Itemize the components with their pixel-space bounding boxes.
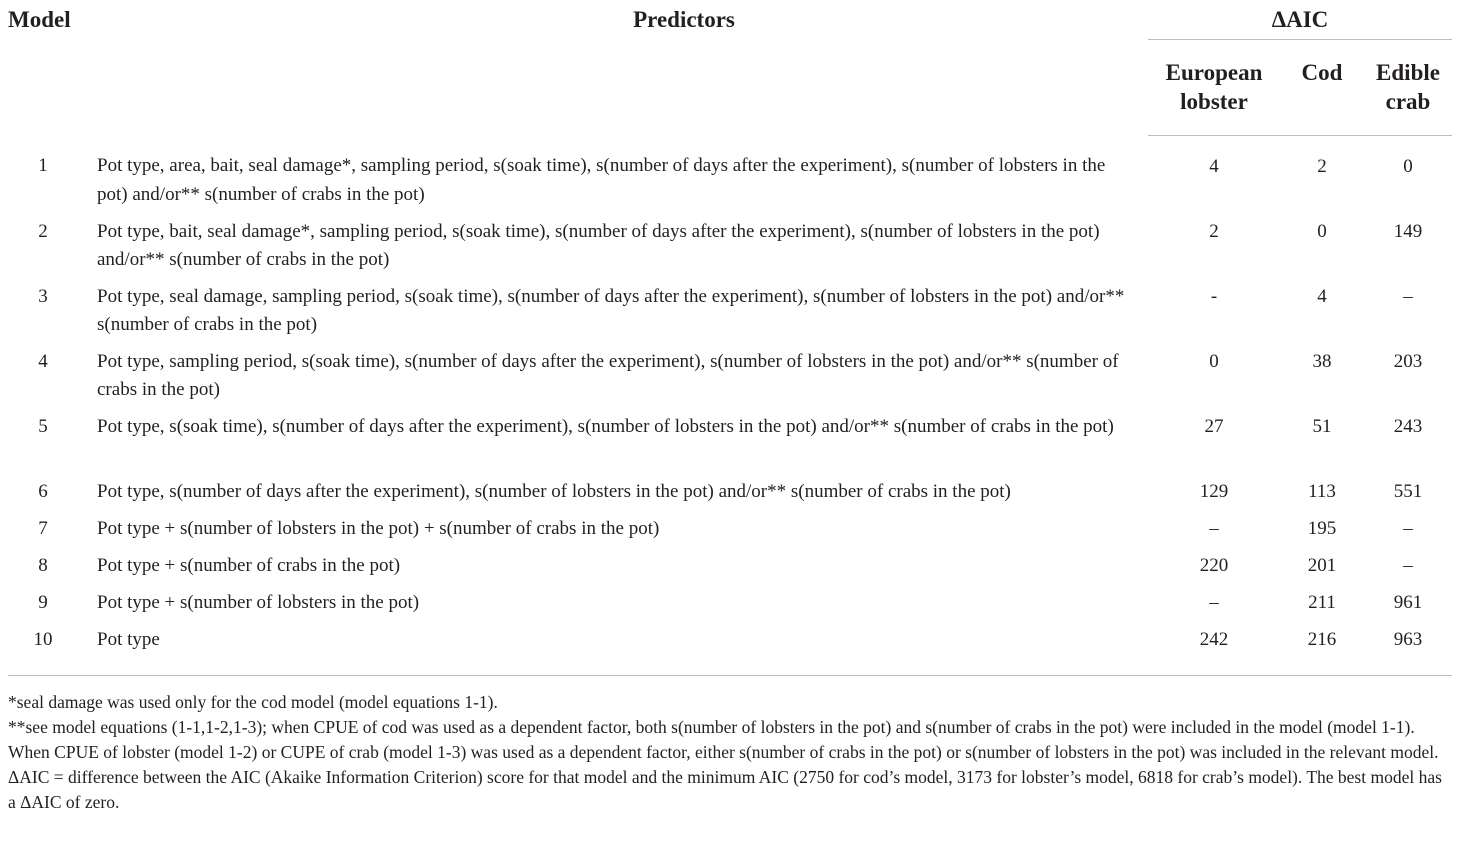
cod-value: 201: [1307, 554, 1337, 576]
crab-value: 203: [1393, 350, 1423, 372]
lobster-value: 220: [1199, 554, 1229, 576]
crab-value: –: [1403, 517, 1413, 539]
predictors-cell: Pot type, area, bait, seal damage*, sampling period, s(soak time), s(number of days after the experiment), s(number of lobsters in the pot) and/or** s(number of crabs in the pot): [97, 155, 1106, 205]
table-row: [8, 283, 1452, 348]
predictors-cell: Pot type + s(number of lobsters in the pot): [97, 591, 420, 613]
lobster-value: 129: [1199, 480, 1229, 502]
cod-value: 51: [1312, 415, 1332, 437]
header-edible-crab: [1364, 39, 1452, 135]
lobster-value: 4: [1209, 155, 1219, 177]
cod-value: 216: [1280, 626, 1364, 676]
table-row: [8, 552, 1452, 589]
crab-value: 963: [1364, 626, 1452, 676]
predictors-cell: Pot type + s(number of crabs in the pot): [97, 554, 401, 576]
lobster-value: 27: [1204, 415, 1224, 437]
header-predictors: Predictors: [633, 7, 735, 32]
header-cod: Cod: [1280, 39, 1364, 135]
lobster-value: 0: [1209, 350, 1219, 372]
cod-value: 211: [1308, 591, 1336, 613]
header-model: Model: [8, 7, 71, 32]
header-lobster-line2: lobster: [1180, 88, 1248, 114]
cod-value: 0: [1317, 220, 1327, 242]
cod-value: 2: [1317, 155, 1327, 177]
model-number: 1: [38, 155, 48, 176]
predictors-cell: Pot type, sampling period, s(soak time), s(number of days after the experiment), s(number of lobsters in the pot) and/or** s(number of crabs in the pot): [97, 350, 1119, 400]
lobster-value: 2: [1209, 220, 1219, 242]
model-number: 10: [8, 626, 90, 676]
crab-value: 961: [1393, 591, 1423, 613]
crab-value: –: [1403, 285, 1413, 307]
table-row: [8, 135, 1452, 218]
header-crab-line1: Edible: [1376, 59, 1440, 85]
table-row: [8, 413, 1452, 478]
predictors-cell: Pot type, seal damage, sampling period, s(soak time), s(number of days after the experiment), s(number of lobsters in the pot) and/or** s(number of crabs in the pot): [97, 285, 1125, 335]
header-lobster-line1: European: [1165, 59, 1263, 85]
header-delta-aic: ΔAIC: [1148, 0, 1452, 39]
model-number: 9: [38, 591, 48, 613]
cod-value: 113: [1308, 480, 1336, 502]
crab-value: –: [1403, 554, 1413, 576]
lobster-value: –: [1209, 591, 1219, 613]
header-european-lobster: [1148, 39, 1280, 135]
model-number: 5: [38, 415, 48, 437]
footnote-seal-damage: *seal damage was used only for the cod model (model equations 1-1).: [8, 692, 498, 712]
footnote-model-equations: **see model equations (1-1,1-2,1-3); when CPUE of cod was used as a dependent factor, both s(number of lobsters in the pot) and s(number of crabs in the pot) were included in the model (model 1-1). When CPUE of lobster (model 1-2) or CUPE of crab (model 1-3) was used as a dependent factor, either s(number of crabs in the pot) or s(number of lobsters in the pot) was included in the relevant model.: [8, 717, 1439, 762]
table-row: [8, 348, 1452, 413]
header-crab-line2: crab: [1385, 88, 1431, 114]
table-footnotes: [8, 690, 1454, 815]
table-row: [8, 589, 1452, 626]
model-number: 8: [38, 554, 48, 576]
cod-value: 4: [1317, 285, 1327, 307]
crab-value: 243: [1393, 415, 1423, 437]
predictors-cell: Pot type, s(number of days after the experiment), s(number of lobsters in the pot) and/or** s(number of crabs in the pot): [97, 480, 1011, 502]
crab-value: 149: [1393, 220, 1423, 242]
model-number: 3: [38, 285, 48, 307]
table-header: [8, 0, 1452, 135]
predictors-cell: Pot type: [90, 626, 1148, 676]
cod-value: 38: [1312, 350, 1332, 372]
predictors-cell: Pot type, s(soak time), s(number of days after the experiment), s(number of lobsters in the pot) and/or** s(number of crabs in the pot): [97, 415, 1114, 437]
table-body: [8, 135, 1452, 675]
cod-value: 195: [1307, 517, 1337, 539]
delta-aic-table: [8, 0, 1452, 676]
crab-value: 551: [1393, 480, 1423, 502]
model-number: 2: [38, 220, 48, 242]
table-row: [8, 218, 1452, 283]
table-row: [8, 478, 1452, 515]
crab-value: 0: [1403, 155, 1413, 177]
footnote-delta-aic: ΔAIC = difference between the AIC (Akaike Information Criterion) score for that model and the minimum AIC (2750 for cod’s model, 3173 for lobster’s model, 6818 for crab’s model). The best model has a ΔAIC of zero.: [8, 767, 1442, 812]
table-row: [8, 626, 1452, 676]
lobster-value: -: [1210, 285, 1218, 307]
predictors-cell: Pot type + s(number of lobsters in the pot) + s(number of crabs in the pot): [97, 517, 660, 539]
model-number: 4: [38, 350, 48, 372]
lobster-value: –: [1209, 517, 1219, 539]
predictors-cell: Pot type, bait, seal damage*, sampling period, s(soak time), s(number of days after the experiment), s(number of lobsters in the pot) and/or** s(number of crabs in the pot): [97, 220, 1100, 270]
table-row: [8, 515, 1452, 552]
model-number: 6: [38, 480, 48, 502]
lobster-value: 242: [1148, 626, 1280, 676]
model-number: 7: [38, 517, 48, 539]
